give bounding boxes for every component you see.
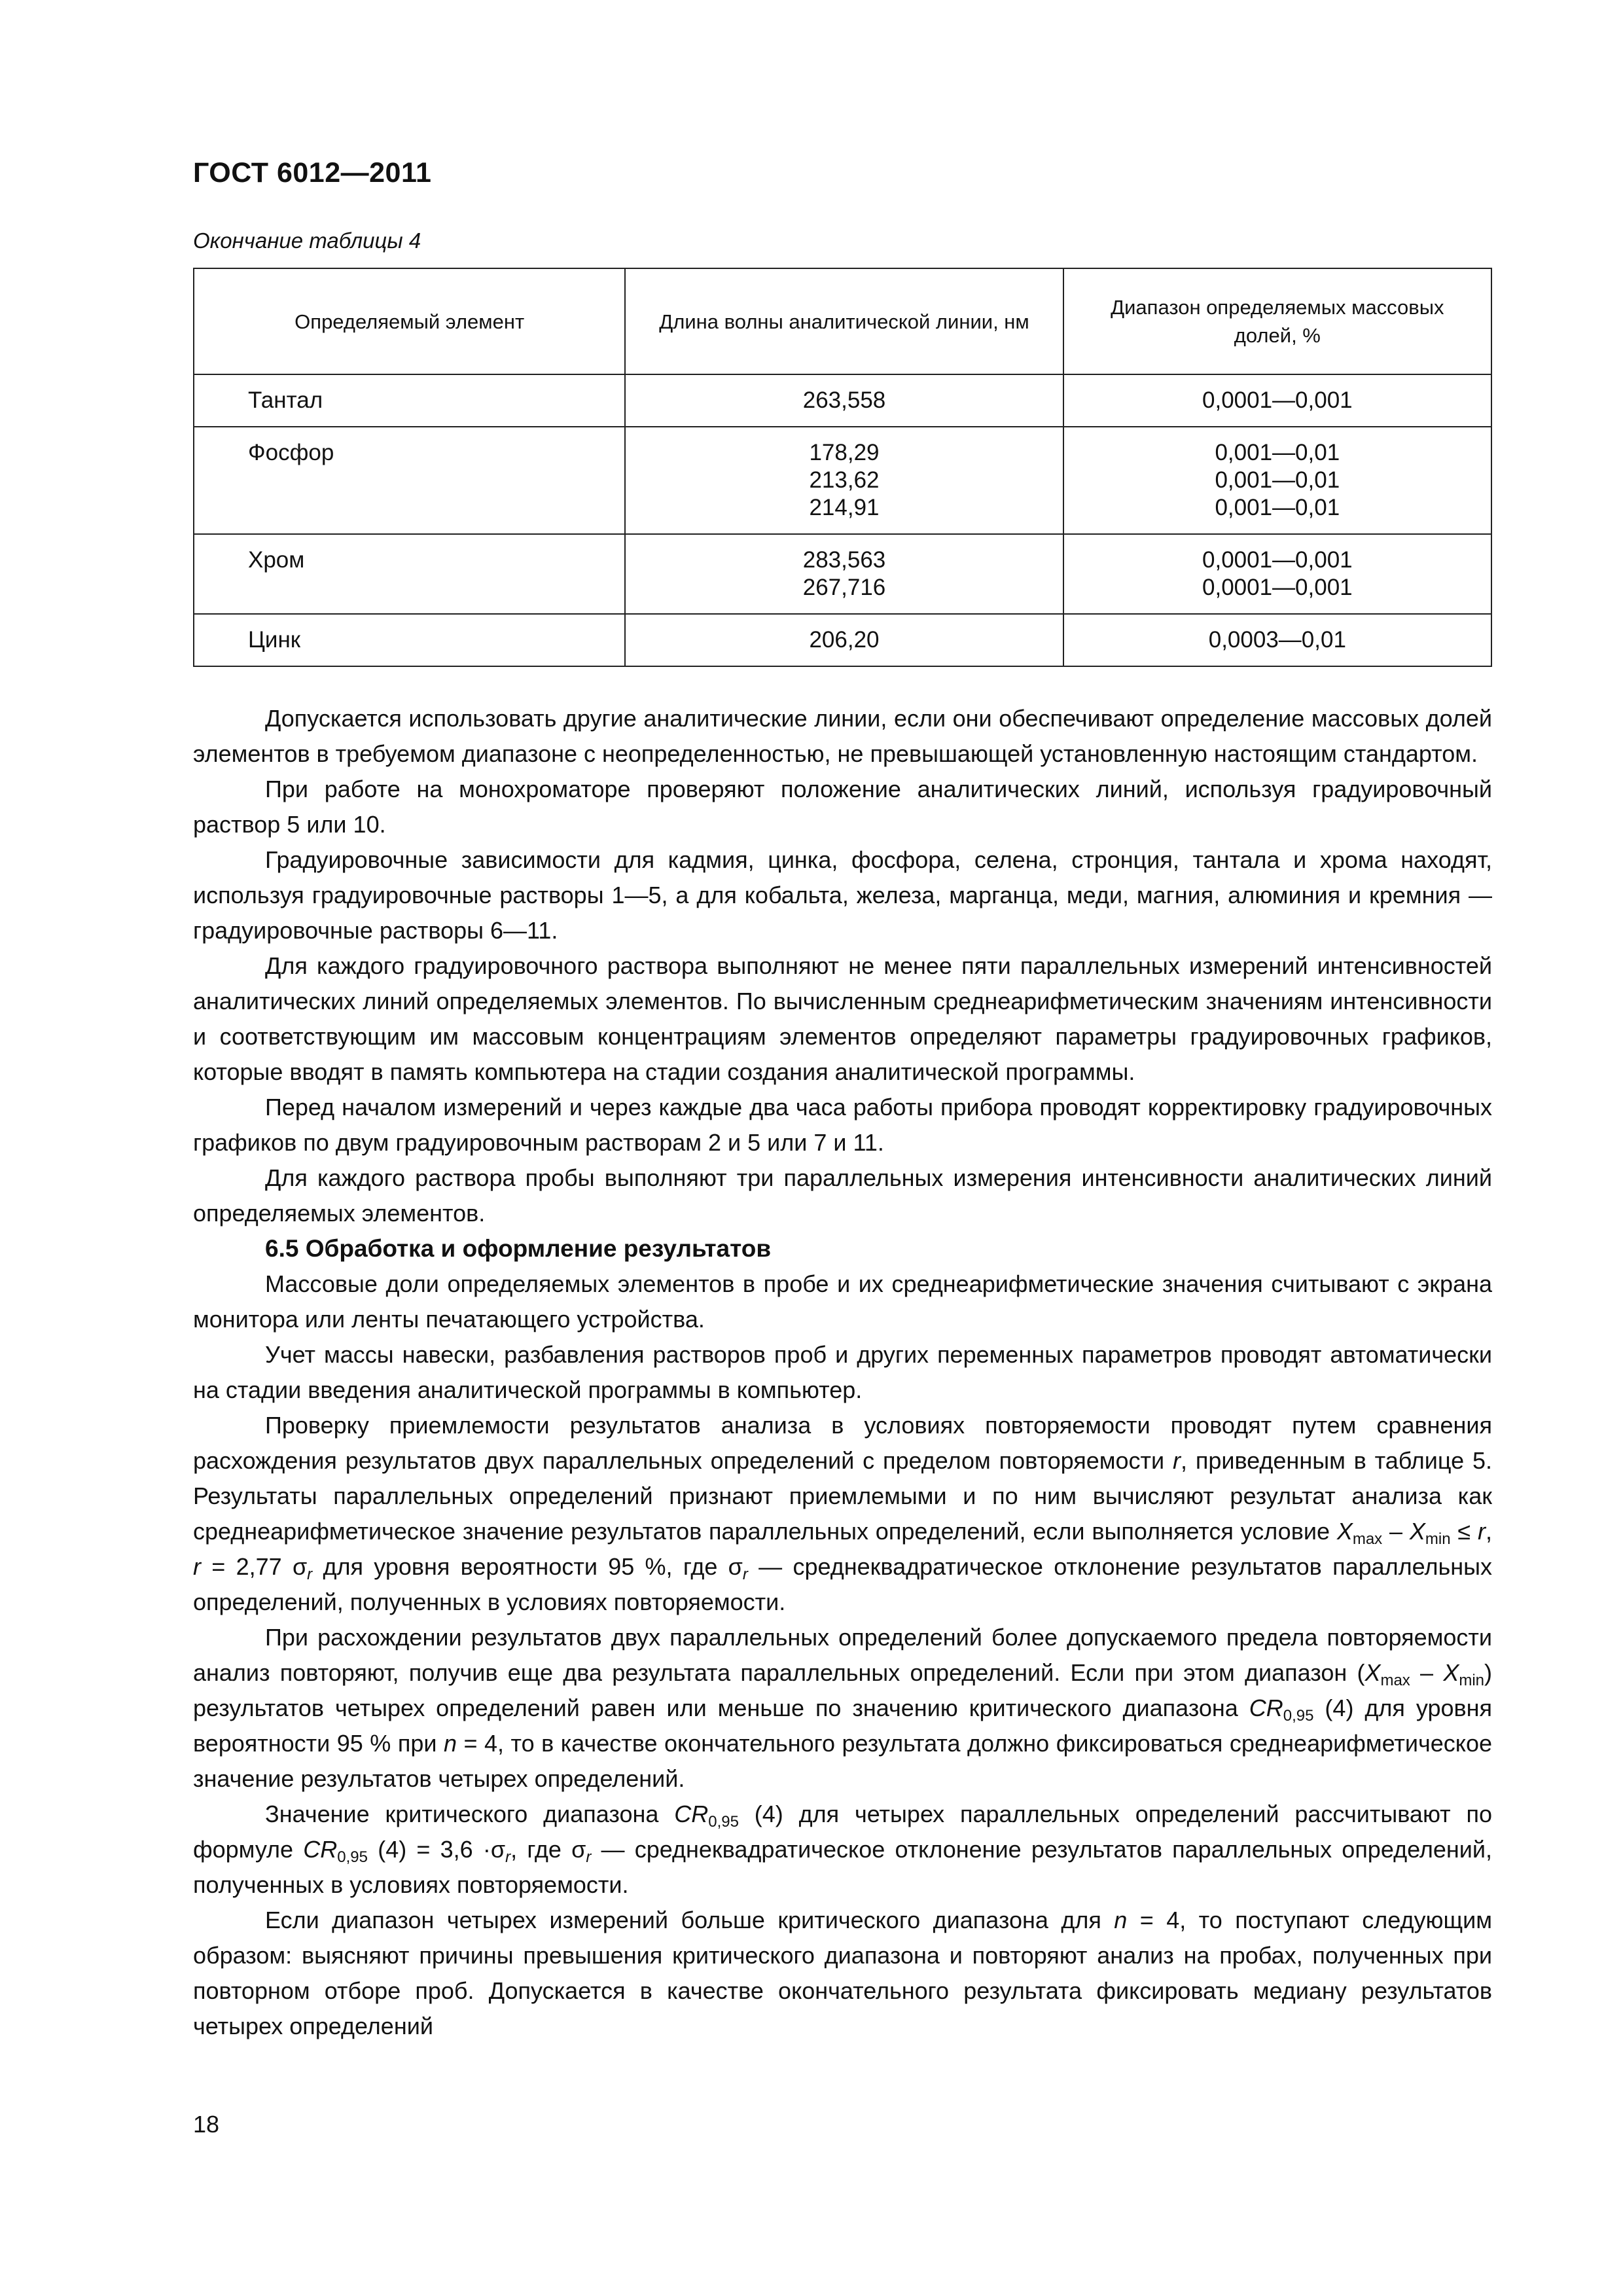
wavelength-value: 267,716 — [802, 575, 886, 600]
wavelength-value: 214,91 — [809, 495, 880, 520]
paragraph: Массовые доли определяемых элементов в пробе и их среднеарифметические значения считывают с экрана монитора или ленты печатающего устройства. — [193, 1270, 1492, 1333]
column-header-range: Диапазон определяемых массовых долей, % — [1063, 268, 1491, 374]
wavelength-value: 178,29 — [809, 440, 880, 465]
range-value: 0,001—0,01 — [1215, 495, 1340, 520]
range-cell — [1063, 374, 1491, 427]
range-cell — [1063, 614, 1491, 666]
element-cell: Хром — [194, 534, 625, 614]
paragraph: При работе на монохроматоре проверяют положение аналитических линий, используя градуировочный раствор 5 или 10. — [193, 776, 1492, 838]
column-header-wavelength: Длина волны аналитической линии, нм — [625, 268, 1063, 374]
range-value: 0,001—0,01 — [1215, 440, 1340, 465]
table-4 — [193, 268, 1492, 667]
wavelength-cell — [625, 534, 1063, 614]
range-value: 0,0003—0,01 — [1208, 627, 1346, 653]
paragraph-discrepancy: При расхождении результатов двух параллельных определений более допускаемого предела повторяемости анализ повторяют, получив еще два результата параллельных определений. Если при этом диапазон $(X_{max} - X_{min})$ результатов четырех определений равен или меньше по значению критического диапазона $CR_{0,95}$ (4) для уровня вероятности 95 % при n = 4, то в качестве окончательного результата должно фиксироваться среднеарифметическое значение результатов четырех определений. — [193, 1624, 1493, 1792]
table-row — [194, 614, 1491, 666]
column-header-element: Определяемый элемент — [194, 268, 625, 374]
paragraph: Градуировочные зависимости для кадмия, цинка, фосфора, селена, стронция, тантала и хрома находят, используя градуировочные растворы 1—5, а для кобальта, железа, марганца, меди, магния, алюминия и кремния — градуировочные растворы 6—11. — [193, 846, 1492, 944]
table-caption: Окончание таблицы 4 — [193, 228, 421, 253]
wavelength-value: 263,558 — [802, 387, 886, 413]
table-row — [194, 374, 1491, 427]
element-cell: Фосфор — [194, 427, 625, 534]
paragraph: Учет массы навески, разбавления растворов проб и других переменных параметров проводят автоматически на стадии введения аналитической программы в компьютер. — [193, 1341, 1492, 1403]
document-page — [193, 157, 1492, 2044]
table-header-row — [194, 268, 1491, 374]
element-cell: Тантал — [194, 374, 625, 427]
table-row — [194, 534, 1491, 614]
wavelength-value: 283,563 — [802, 547, 886, 573]
wavelength-cell — [625, 427, 1063, 534]
body-text — [193, 701, 1492, 2044]
element-cell: Цинк — [194, 614, 625, 666]
range-value: 0,0001—0,001 — [1202, 547, 1353, 573]
range-cell — [1063, 427, 1491, 534]
range-value: 0,001—0,01 — [1215, 467, 1340, 493]
wavelength-cell — [625, 374, 1063, 427]
range-value: 0,0001—0,001 — [1202, 575, 1353, 600]
table-row — [194, 427, 1491, 534]
paragraph: Для каждого градуировочного раствора выполняют не менее пяти параллельных измерений интенсивностей аналитических линий определяемых элементов. По вычисленным среднеарифметическим значениям интенсивности и соответствующим им массовым концентрациям элементов определяют параметры градуировочных графиков, которые вводят в память компьютера на стадии создания аналитической программы. — [193, 952, 1492, 1085]
wavelength-value: 206,20 — [809, 627, 880, 653]
paragraph-repeatability-check: Проверку приемлемости результатов анализа в условиях повторяемости проводят путем сравнения расхождения результатов двух параллельных определений с пределом повторяемости r, приведенным в таблице 5. Результаты параллельных определений признают приемлемыми и по ним вычисляют результат анализа как среднеарифметическое значение результатов параллельных определений, если выполняется условие $X_{max} - X_{min} \le r$, r = 2,77 $\sigma_r$ для уровня вероятности 95 %, где $\sigma_r$ — среднеквадратическое отклонение результатов параллельных определений, полученных в условиях повторяемости. — [193, 1412, 1493, 1615]
section-heading: 6.5 Обработка и оформление результатов — [265, 1235, 772, 1262]
page-number: 18 — [193, 2111, 220, 2138]
range-value: 0,0001—0,001 — [1202, 387, 1353, 413]
document-header: ГОСТ 6012—2011 — [193, 157, 432, 188]
paragraph-exceeding-range: Если диапазон четырех измерений больше критического диапазона для n = 4, то поступают следующим образом: выясняют причины превышения критического диапазона и повторяют анализ на пробах, полученных при повторном отборе проб. Допускается в качестве окончательного результата фиксировать медиану результатов четырех определений — [193, 1907, 1492, 2039]
wavelength-cell — [625, 614, 1063, 666]
wavelength-value: 213,62 — [809, 467, 880, 493]
paragraph: Допускается использовать другие аналитические линии, если они обеспечивают определение массовых долей элементов в требуемом диапазоне с неопределенностью, не превышающей установленную настоящим стандартом. — [193, 705, 1492, 767]
paragraph-critical-range: Значение критического диапазона $CR_{0,95}$ (4) для четырех параллельных определений рассчитывают по формуле $CR_{0,95}$ $(4) = 3,6 \cdot\sigma_r$, где $\sigma_r$ — среднеквадратическое отклонение результатов параллельных определений, полученных в условиях повторяемости. — [193, 1801, 1493, 1898]
paragraph: Перед началом измерений и через каждые два часа работы прибора проводят корректировку градуировочных графиков по двум градуировочным растворам 2 и 5 или 7 и 11. — [193, 1094, 1492, 1156]
range-cell — [1063, 534, 1491, 614]
paragraph: Для каждого раствора пробы выполняют три параллельных измерения интенсивности аналитических линий определяемых элементов. — [193, 1164, 1492, 1227]
